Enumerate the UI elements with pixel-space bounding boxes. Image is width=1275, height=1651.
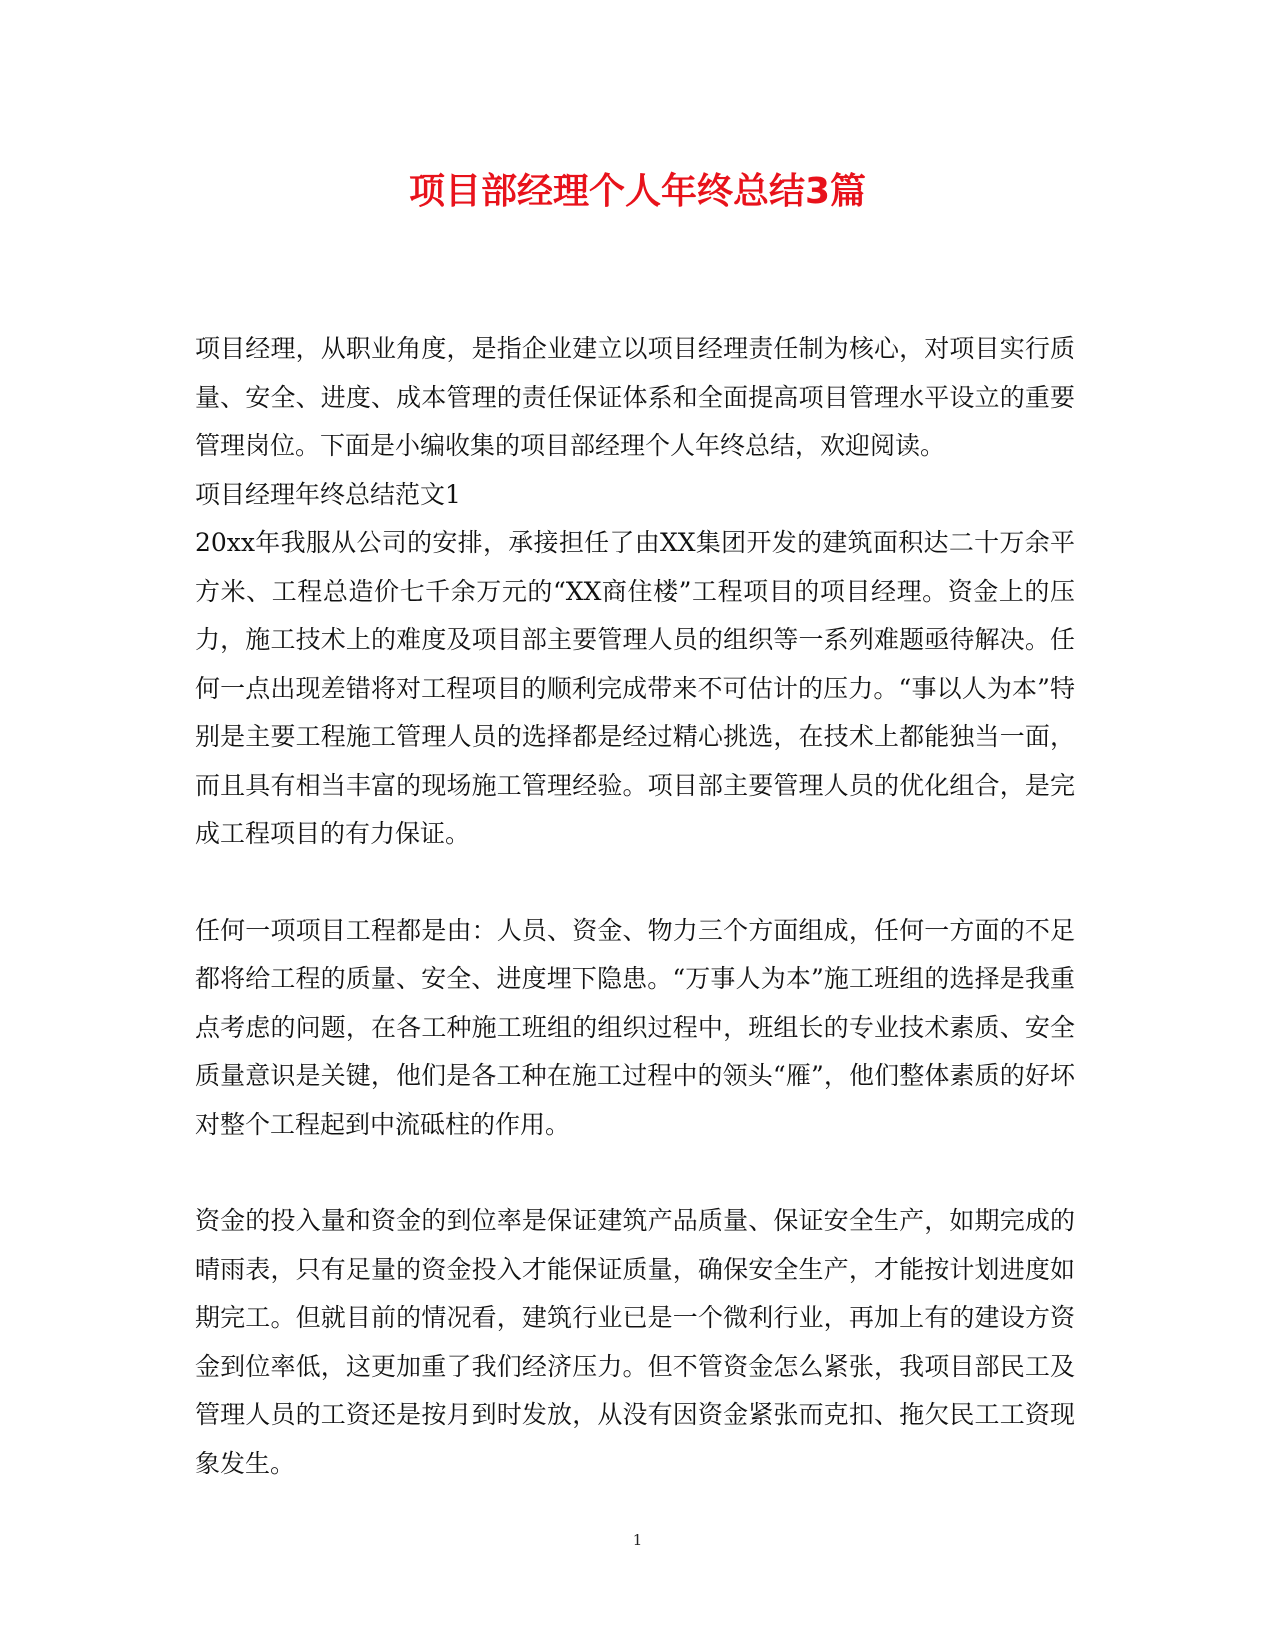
body-paragraph: 20xx年我服从公司的安排，承接担任了由XX集团开发的建筑面积达二十万余平方米、工程总造价七千余万元的“XX商住楼”工程项目的项目经理。资金上的压力，施工技术上的难度及项目部主要管理人员的组织等一系列难题亟待解决。任何一点出现差错将对工程项目的顺利完成带来不可估计的压力。“事以人为本”特别是主要工程施工管理人员的选择都是经过精心挑选，在技术上都能独当一面，而且具有相当丰富的现场施工管理经验。项目部主要管理人员的优化组合，是完成工程项目的有力保证。 xyxy=(195,528,1075,848)
body-paragraph: 资金的投入量和资金的到位率是保证建筑产品质量、保证安全生产，如期完成的晴雨表，只有足量的资金投入才能保证质量，确保安全生产，才能按计划进度如期完工。但就目前的情况看，建筑行业已是一个微利行业，再加上有的建设方资金到位率低，这更加重了我们经济压力。但不管资金怎么紧张，我项目部民工及管理人员的工资还是按月到时发放，从没有因资金紧张而克扣、拖欠民工工资现象发生。 xyxy=(195,1206,1075,1478)
document-title: 项目部经理个人年终总结3篇 xyxy=(408,171,867,212)
body-paragraph: 任何一项项目工程都是由：人员、资金、物力三个方面组成，任何一方面的不足都将给工程的质量、安全、进度埋下隐患。“万事人为本”施工班组的选择是我重点考虑的问题，在各工种施工班组的组织过程中，班组长的专业技术素质、安全质量意识是关键，他们是各工种在施工过程中的领头“雁”，他们整体素质的好坏对整个工程起到中流砥柱的作用。 xyxy=(195,915,1075,1139)
paragraph-spacer xyxy=(195,859,1075,907)
paragraph-spacer xyxy=(195,1149,1075,1197)
section-heading: 项目经理年终总结范文1 xyxy=(195,479,461,509)
intro-paragraph: 项目经理，从职业角度，是指企业建立以项目经理责任制为核心，对项目实行质量、安全、进度、成本管理的责任保证体系和全面提高项目管理水平设立的重要管理岗位。下面是小编收集的项目部经理个人年终总结，欢迎阅读。 xyxy=(195,334,1075,460)
page-number: 1 xyxy=(632,1531,643,1549)
document-body xyxy=(195,325,1075,1488)
